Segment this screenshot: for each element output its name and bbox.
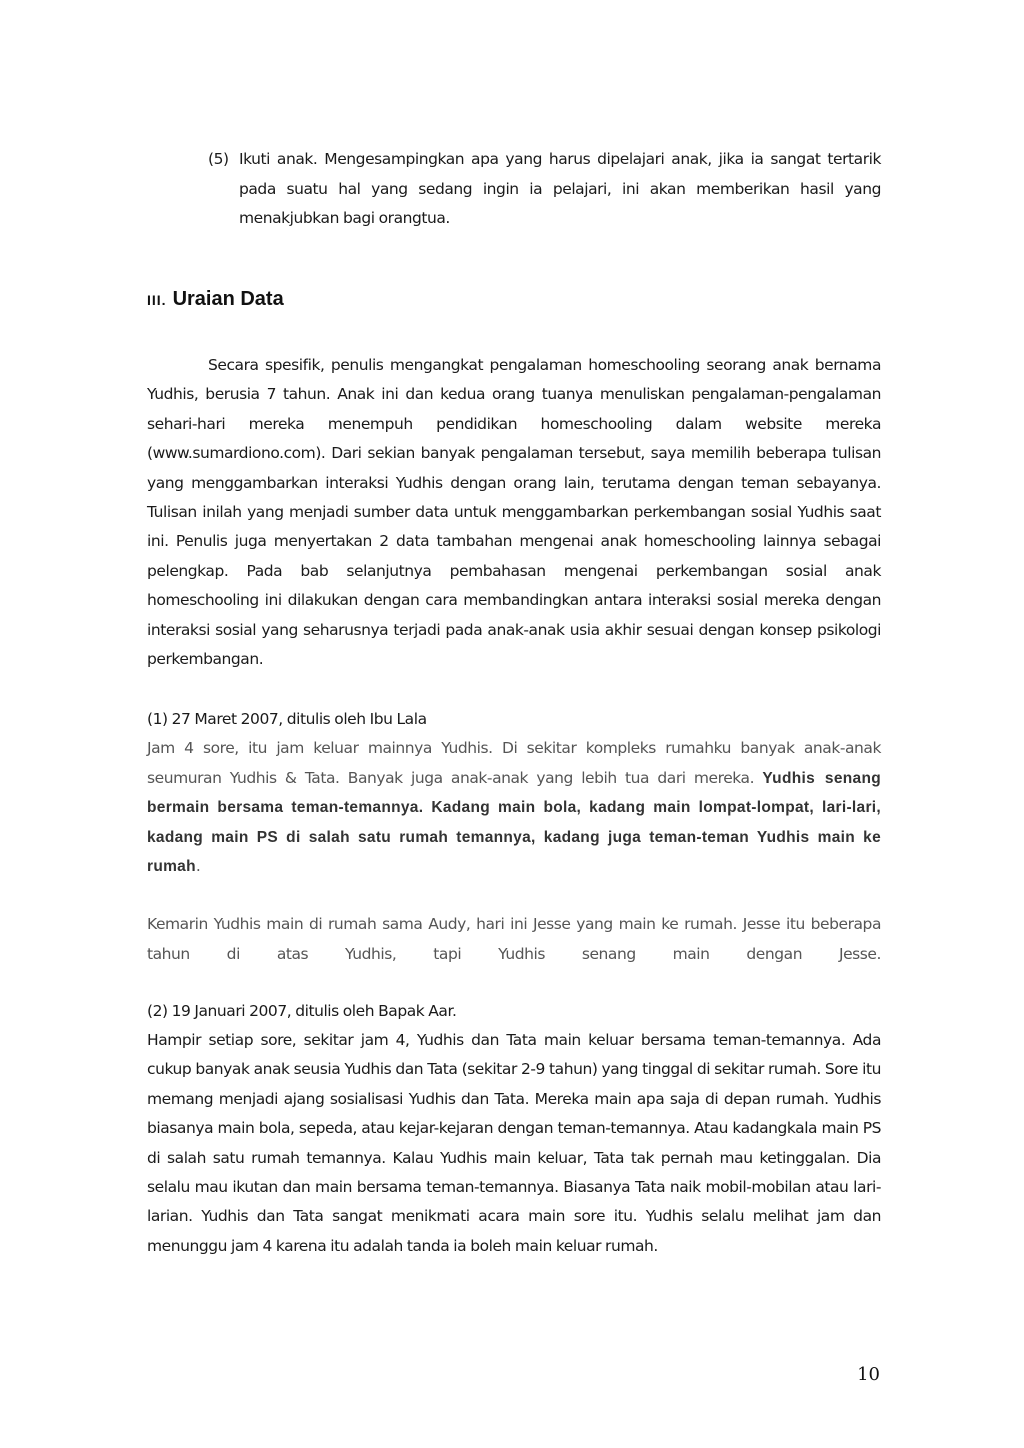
entry-1-quote-1-block [147, 734, 881, 882]
entry-2-body: Hampir setiap sore, sekitar jam 4, Yudhis dan Tata main keluar bersama teman-temannya. Ada cukup banyak anak seusia Yudhis dan Tata (sekitar 2-9 tahun) yang tinggal di sekitar rumah. Sore itu memang menjadi ajang sosialisasi Yudhis dan Tata. Mereka main apa saja di depan rumah. Yudhis biasanya main bola, sepeda, atau kejar-kejaran dengan teman-temannya. Atau kadangkala main PS di salah satu rumah temannya. Kalau Yudhis main keluar, Tata tak pernah mau ketinggalan. Dia selalu mau ikutan dan main bersama teman-temannya. Biasanya Tata naik mobil-mobilan atau lari-larian. Yudhis dan Tata sangat menikmati acara main sore itu. Yudhis selalu melihat jam dan menunggu jam 4 karena itu adalah tanda ia boleh main keluar rumah. [147, 1031, 881, 1255]
entry-1-heading-block [147, 705, 881, 735]
entry-1-quote-2-block [147, 910, 881, 969]
list-item-text: Ikuti anak. Mengesampingkan apa yang harus dipelajari anak, jika ia sangat tertarik pada suatu hal yang sedang ingin ia pelajari, ini akan memberikan hasil yang menakjubkan bagi orangtua. [239, 150, 881, 227]
entry-1-quote-2: Kemarin Yudhis main di rumah sama Audy, hari ini Jesse yang main ke rumah. Jesse itu beberapa tahun di atas Yudhis, tapi Yudhis senang main dengan Jesse. [147, 915, 881, 963]
entry-2-heading-block [147, 997, 881, 1027]
section-heading [147, 288, 284, 311]
entry-1-quote-1-bold: Yudhis senang bermain bersama teman-temannya. Kadang main bola, kadang main lompat-lompat, lari-lari, kadang main PS di salah satu rumah temannya, kadang juga teman-teman Yudhis main ke rumah [147, 769, 881, 875]
intro-paragraph: Secara spesifik, penulis mengangkat pengalaman homeschooling seorang anak bernama Yudhis, berusia 7 tahun. Anak ini dan kedua orang tuanya menuliskan pengalaman-pengalaman sehari-hari mereka menempuh pendidikan homeschooling dalam website mereka (www.sumardiono.com). Dari sekian banyak pengalaman tersebut, saya memilih beberapa tulisan yang menggambarkan interaksi Yudhis dengan orang lain, terutama dengan teman sebayanya. Tulisan inilah yang menjadi sumber data untuk menggambarkan perkembangan sosial Yudhis saat ini. Penulis juga menyertakan 2 data tambahan mengenai anak homeschooling lainnya sebagai pelengkap. Pada bab selanjutnya pembahasan mengenai perkembangan sosial anak homeschooling ini dilakukan dengan cara membandingkan antara interaksi sosial mereka dengan interaksi sosial yang seharusnya terjadi pada anak-anak usia akhir sesuai dengan konsep psikologi perkembangan. [147, 356, 881, 669]
page-number: 10 [857, 1364, 880, 1385]
entry-1-quote-1-plain: Jam 4 sore, itu jam keluar mainnya Yudhis. Di sekitar kompleks rumahku banyak anak-anak seumuran Yudhis & Tata. Banyak juga anak-anak yang lebih tua dari mereka. [147, 739, 881, 787]
entry-2-body-block [147, 1026, 881, 1261]
entry-1-quote-1-end: . [195, 857, 201, 875]
intro-paragraph-block [147, 351, 881, 674]
entry-2-heading: (2) 19 Januari 2007, ditulis oleh Bapak Aar. [147, 1002, 457, 1020]
list-item-number: (5) [208, 150, 229, 168]
list-item-5 [208, 145, 881, 234]
entry-1-heading: (1) 27 Maret 2007, ditulis oleh Ibu Lala [147, 710, 427, 728]
section-title-text: Uraian Data [172, 288, 284, 310]
section-roman-numeral: III. [147, 292, 167, 308]
entry-1-quote-1 [147, 734, 881, 882]
